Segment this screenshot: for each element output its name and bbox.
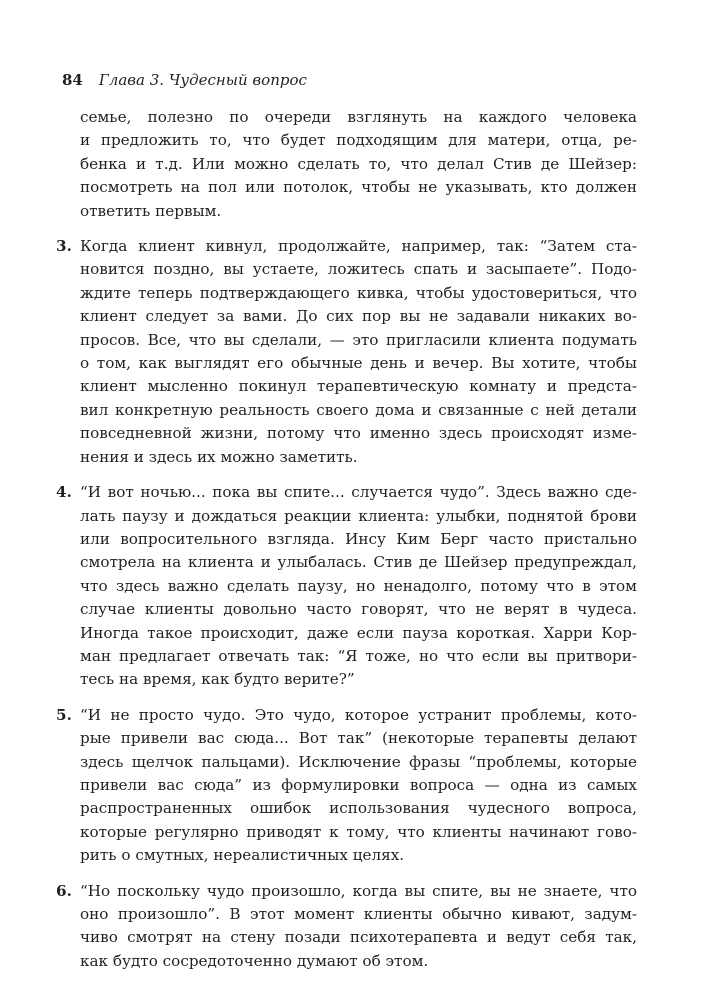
text-line: рить о смутных, нереалистичных целях. <box>80 846 405 865</box>
body-text <box>56 106 637 973</box>
text-line: и предложить то, что будет подходящим для матери, отца, ре- <box>80 131 637 150</box>
text-line: смотрела на клиента и улыбалась. Стив де Шейзер предупреждал, <box>80 553 637 572</box>
text-line: чиво смотрят на стену позади психотерапевта и ведут себя так, <box>80 928 637 947</box>
text-line: просов. Все, что вы сделали, — это пригласили клиента подумать <box>80 330 637 349</box>
text-line: повседневной жизни, потому что именно здесь происходят изме- <box>80 424 637 443</box>
item-number: 6. <box>56 881 72 900</box>
page-number: 84 <box>62 71 83 89</box>
text-line: оно произошло”. В этот момент клиенты обычно кивают, задум- <box>80 905 637 923</box>
list-item-6 <box>56 880 637 974</box>
text-line: Иногда такое происходит, даже если пауза короткая. Харри Кор- <box>80 623 637 642</box>
intro-paragraph <box>80 106 637 223</box>
text-line: распространенных ошибок использования чудесного вопроса, <box>80 799 637 818</box>
text-line: “Но поскольку чудо произошло, когда вы спите, вы не знаете, что <box>80 881 637 900</box>
text-line: клиент следует за вами. До сих пор вы не задавали никаких во- <box>80 307 637 326</box>
text-line: тесь на время, как будто верите?” <box>80 670 355 689</box>
text-line: здесь щелчок пальцами). Исключение фразы “проблемы, которые <box>80 752 637 771</box>
text-line: или вопросительного взгляда. Инсу Ким Берг часто пристально <box>80 529 637 548</box>
list-item-4 <box>56 481 637 692</box>
text-line: ответить первым. <box>80 201 222 220</box>
text-line: лать паузу и дождаться реакции клиента: улыбки, поднятой брови <box>80 506 637 525</box>
text-line: случае клиенты довольно часто говорят, что не верят в чудеса. <box>80 600 637 619</box>
running-head <box>62 70 307 90</box>
text-line: “И не просто чудо. Это чудо, которое устранит проблемы, кото- <box>80 705 637 724</box>
list-item-3 <box>56 235 637 469</box>
text-line: бенка и т.д. Или можно сделать то, что делал Стив де Шейзер: <box>80 154 637 173</box>
text-line: как будто сосредоточенно думают об этом. <box>80 951 429 970</box>
item-number: 4. <box>56 483 72 502</box>
text-line: клиент мысленно покинул терапевтическую комнату и предста- <box>80 377 637 396</box>
item-number: 3. <box>56 237 72 256</box>
text-line: ман предлагает отвечать так: “Я тоже, но что если вы притвори- <box>80 646 637 665</box>
text-line: новится поздно, вы устаете, ложитесь спать и засыпаете”. Подо- <box>80 260 637 279</box>
list-item-5 <box>56 704 637 868</box>
text-line: нения и здесь их можно заметить. <box>80 447 358 466</box>
chapter-title: Глава 3. Чудесный вопрос <box>98 71 307 89</box>
text-line: вил конкретную реальность своего дома и связанные с ней детали <box>80 400 637 419</box>
text-line: что здесь важно сделать паузу, но ненадолго, потому что в этом <box>80 576 637 595</box>
text-line: посмотреть на пол или потолок, чтобы не указывать, кто должен <box>80 178 637 197</box>
text-line: о том, как выглядят его обычные день и вечер. Вы хотите, чтобы <box>80 354 637 373</box>
text-line: которые регулярно приводят к тому, что клиенты начинают гово- <box>80 822 637 841</box>
text-line: рые привели вас сюда... Вот так” (некоторые терапевты делают <box>80 729 637 748</box>
text-line: “И вот ночью... пока вы спите... случается чудо”. Здесь важно сде- <box>80 483 637 502</box>
text-line: семье, полезно по очереди взглянуть на каждого человека <box>80 108 637 126</box>
text-line: ждите теперь подтверждающего кивка, чтобы удостовериться, что <box>80 283 637 302</box>
text-line: Когда клиент кивнул, продолжайте, например, так: “Затем ста- <box>80 237 637 256</box>
item-number: 5. <box>56 705 72 724</box>
text-line: привели вас сюда” из формулировки вопроса — одна из самых <box>80 775 637 794</box>
